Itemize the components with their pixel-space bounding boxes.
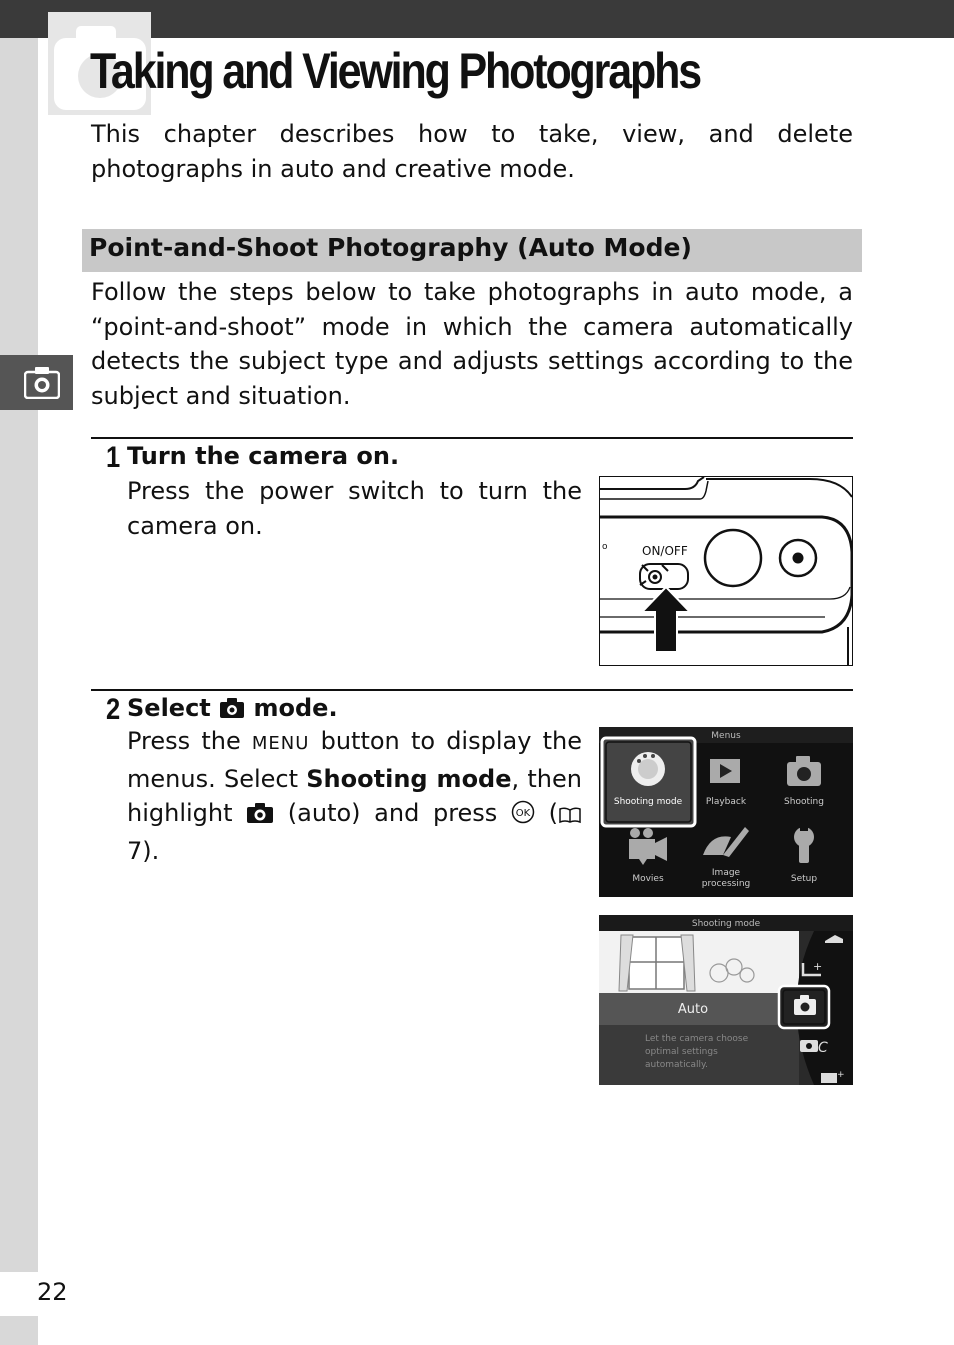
on-off-label: ON/OFF [642, 544, 688, 558]
svg-text:o: o [602, 542, 608, 552]
menu-item-movies[interactable]: Movies [632, 874, 664, 884]
auto-description-line-2: optimal settings [645, 1047, 718, 1057]
page-number: 22 [37, 1278, 68, 1306]
selected-mode-auto: Auto [677, 1002, 709, 1017]
chapter-intro: This chapter describes how to take, view, and delete photographs in auto and creative mode. [91, 120, 853, 183]
power-switch-figure [599, 476, 853, 666]
step-2-title [127, 692, 338, 727]
step-2-text-2: button to display the menus. Select [127, 727, 582, 793]
auto-camera-icon [246, 799, 274, 834]
window-illustration [619, 935, 695, 991]
step-1-number: 1 [106, 441, 120, 474]
step-2-title-select: Select [127, 694, 211, 722]
auto-description-line-3: automatically. [645, 1060, 708, 1070]
step-2-body [127, 724, 582, 868]
auto-description-line-1: Let the camera choose [645, 1034, 749, 1044]
step-2-text-6: 7). [127, 836, 160, 865]
chapter-tab-camera-icon [0, 355, 73, 410]
step-2-title-mode: mode. [253, 694, 338, 722]
step-2-number: 2 [106, 693, 120, 726]
page-title: Taking and Viewing Photographs [90, 43, 701, 99]
mode-dial-icon [631, 752, 665, 786]
menu-item-setup[interactable]: Setup [790, 874, 818, 884]
playback-icon [710, 759, 740, 783]
step-1-title: Turn the camera on. [127, 442, 400, 470]
svg-text:+: + [813, 960, 823, 973]
menu-button-label: MENU [251, 733, 310, 754]
svg-text:C: C [818, 1040, 828, 1056]
step-2-text-1: Press the [127, 727, 241, 755]
menus-screen-figure [599, 727, 853, 897]
step-2-text-4: (auto) and press [287, 799, 498, 827]
menu-item-image-processing-line-1[interactable]: Image [711, 868, 741, 878]
shooting-mode-screen-figure [599, 915, 853, 1085]
section-title: Point-and-Shoot Photography (Auto Mode) [89, 233, 692, 262]
svg-text:+: + [837, 1070, 845, 1080]
page-reference-book-icon [558, 799, 582, 834]
step-2-text-3: , then highlight [127, 764, 582, 827]
step-1-body: Press the power switch to turn the camera on. [127, 477, 582, 540]
menu-item-image-processing-line-2[interactable]: processing [701, 879, 751, 889]
step-2-rule [91, 689, 853, 691]
left-margin-strip-bottom [0, 1316, 38, 1345]
menus-header: Menus [711, 731, 741, 741]
menu-item-shooting[interactable]: Shooting [784, 797, 824, 807]
menu-item-shooting-mode[interactable]: Shooting mode [613, 797, 683, 807]
menu-item-playback[interactable]: Playback [705, 797, 747, 807]
left-margin-strip [0, 38, 38, 1272]
ok-button-icon [511, 799, 535, 834]
shooting-mode-term: Shooting mode [306, 764, 512, 793]
step-2-text-5: ( [548, 799, 558, 827]
section-paragraph: Follow the steps below to take photographs in auto mode, a “point-and-shoot” mode in which the camera automatically detects the subject type and adjusts settings according to the subject and situation. [91, 278, 853, 410]
step-1-rule [91, 437, 853, 439]
svg-text:OK: OK [515, 808, 531, 819]
auto-mode-camera-icon [219, 695, 245, 727]
shooting-mode-header: Shooting mode [691, 919, 761, 929]
